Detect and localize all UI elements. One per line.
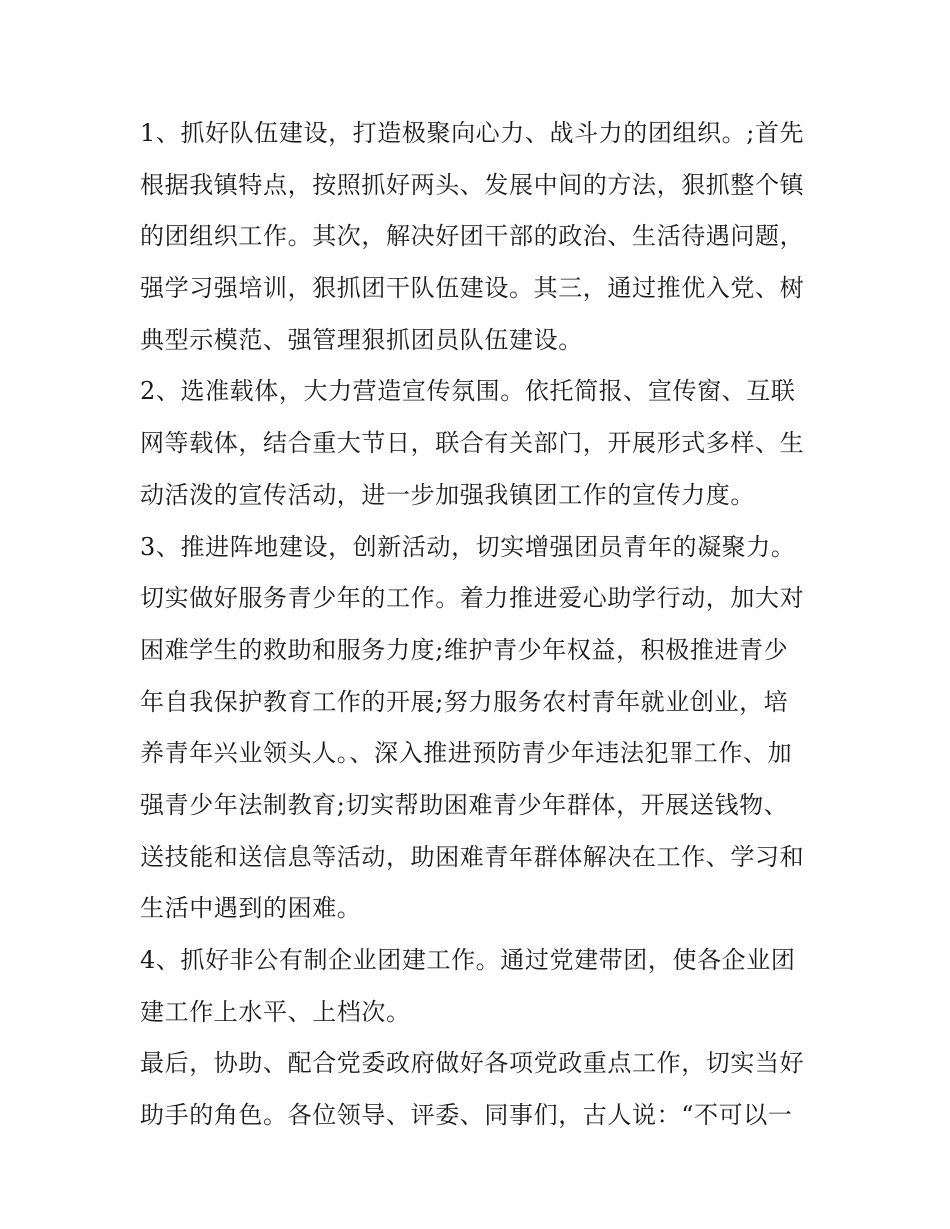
text-line: 3、推进阵地建设，创新活动，切实增强团员青年的凝聚力。 [140,532,796,561]
text-line: 2、选准载体，大力营造宣传氛围。依托简报、宣传窗、互联 [140,377,796,406]
text-line: 最后，协助、配合党委政府做好各项党政重点工作，切实当好 [140,1049,805,1078]
text-line: 网等载体，结合重大节日，联合有关部门，开展形式多样、生 [140,429,805,458]
document-body [140,108,830,1142]
text-line: 困难学生的救助和服务力度;维护青少年权益，积极推进青少 [140,635,789,664]
text-line: 1、抓好队伍建设，打造极聚向心力、战斗力的团组织。;首先 [140,119,805,147]
text-line: 根据我镇特点，按照抓好两头、发展中间的方法，狠抓整个镇 [140,170,805,199]
text-line: 的团组织工作。其次，解决好团干部的政治、生活待遇问题， [140,222,805,251]
text-line: 典型示模范、强管理狠抓团员队伍建设。 [140,325,583,354]
text-line: 养青年兴业领头人。、深入推进预防青少年违法犯罪工作、加 [140,739,793,768]
text-line: 年自我保护教育工作的开展;努力服务农村青年就业创业，培 [140,687,789,716]
text-line: 送技能和送信息等活动，助困难青年群体解决在工作、学习和 [140,842,805,871]
text-line: 强学习强培训，狠抓团干队伍建设。其三，通过推优入党、树 [140,274,805,303]
text-line: 生活中遇到的困难。 [140,894,362,923]
text-line: 助手的角色。各位领导、评委、同事们，古人说：“不可以一 [140,1101,793,1130]
text-line: 4、抓好非公有制企业团建工作。通过党建带团，使各企业团 [140,946,796,974]
text-line: 强青少年法制教育;切实帮助困难青少年群体，开展送钱物、 [140,790,789,819]
text-line: 切实做好服务青少年的工作。着力推进爱心助学行动，加大对 [140,584,805,613]
text-line: 建工作上水平、上档次。 [140,997,411,1026]
text-line: 动活泼的宣传活动，进一步加强我镇团工作的宣传力度。 [140,480,755,509]
